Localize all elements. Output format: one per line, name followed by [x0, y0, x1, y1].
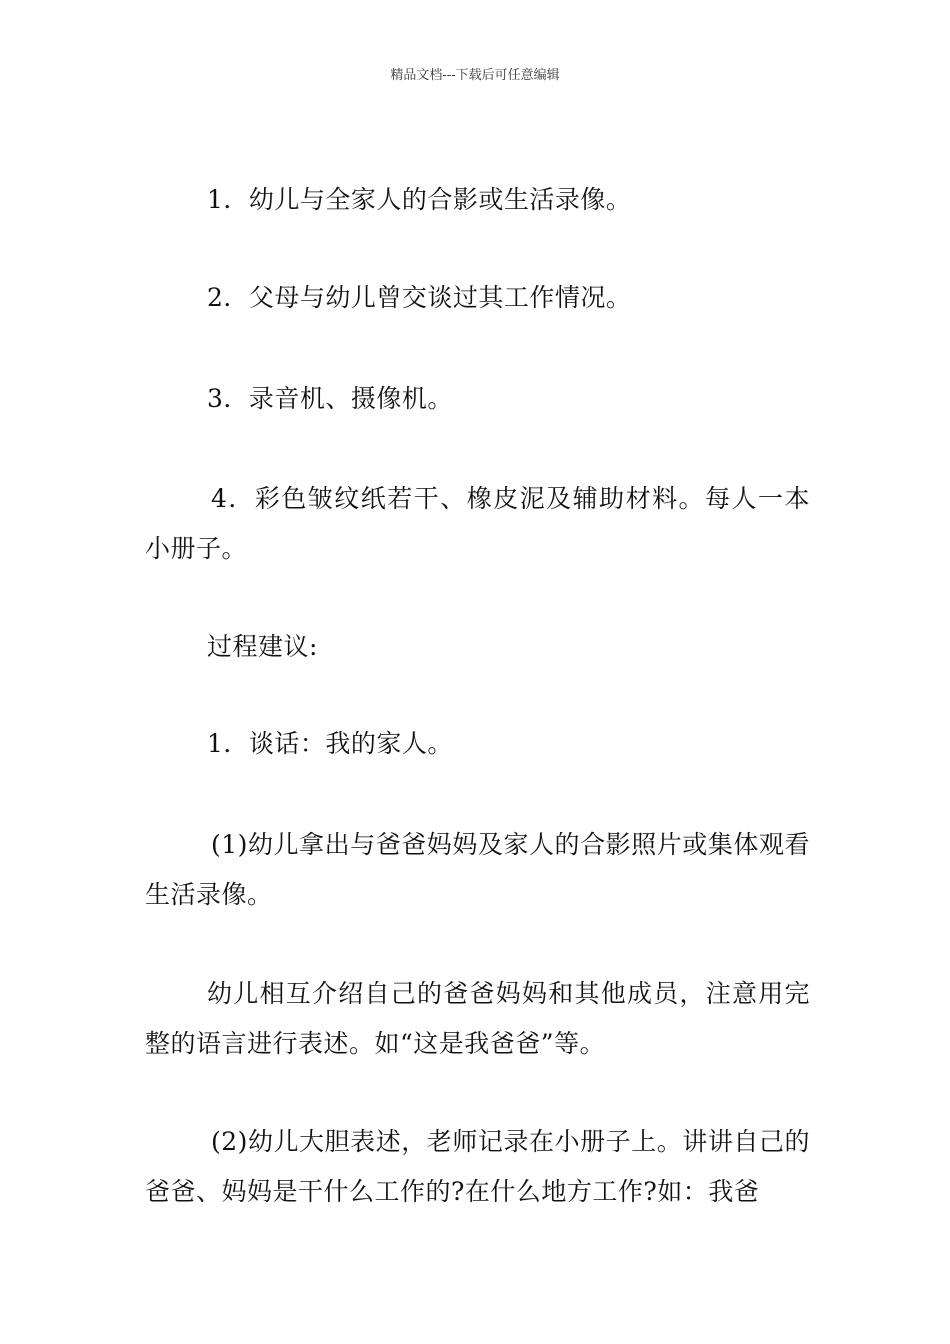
paragraph-material-2: 2．父母与幼儿曾交谈过其工作情况。: [207, 283, 632, 312]
paragraph-material-3: 3．录音机、摄像机。: [207, 384, 453, 413]
section-heading-process: 过程建议:: [207, 632, 318, 661]
paragraph-material-1: 1．幼儿与全家人的合影或生活录像。: [207, 185, 632, 214]
paragraph-introduce-family: 幼儿相互介绍自己的爸爸妈妈和其他成员，注意用完整的语言进行表述。如“这是我爸爸”等。: [145, 979, 810, 1058]
paragraph-step-1-2: (2)幼儿大胆表述，老师记录在小册子上。讲讲自己的爸爸、妈妈是干什么工作的?在什么地方工作?如：我爸: [145, 1127, 810, 1206]
paragraph-step-1: 1．谈话：我的家人。: [207, 729, 453, 758]
paragraph-material-4: 4．彩色皱纹纸若干、橡皮泥及辅助材料。每人一本小册子。: [145, 484, 810, 563]
paragraph-step-1-1: (1)幼儿拿出与爸爸妈妈及家人的合影照片或集体观看生活录像。: [145, 830, 810, 909]
page-header: 精品文档---下载后可任意编辑: [390, 68, 560, 83]
